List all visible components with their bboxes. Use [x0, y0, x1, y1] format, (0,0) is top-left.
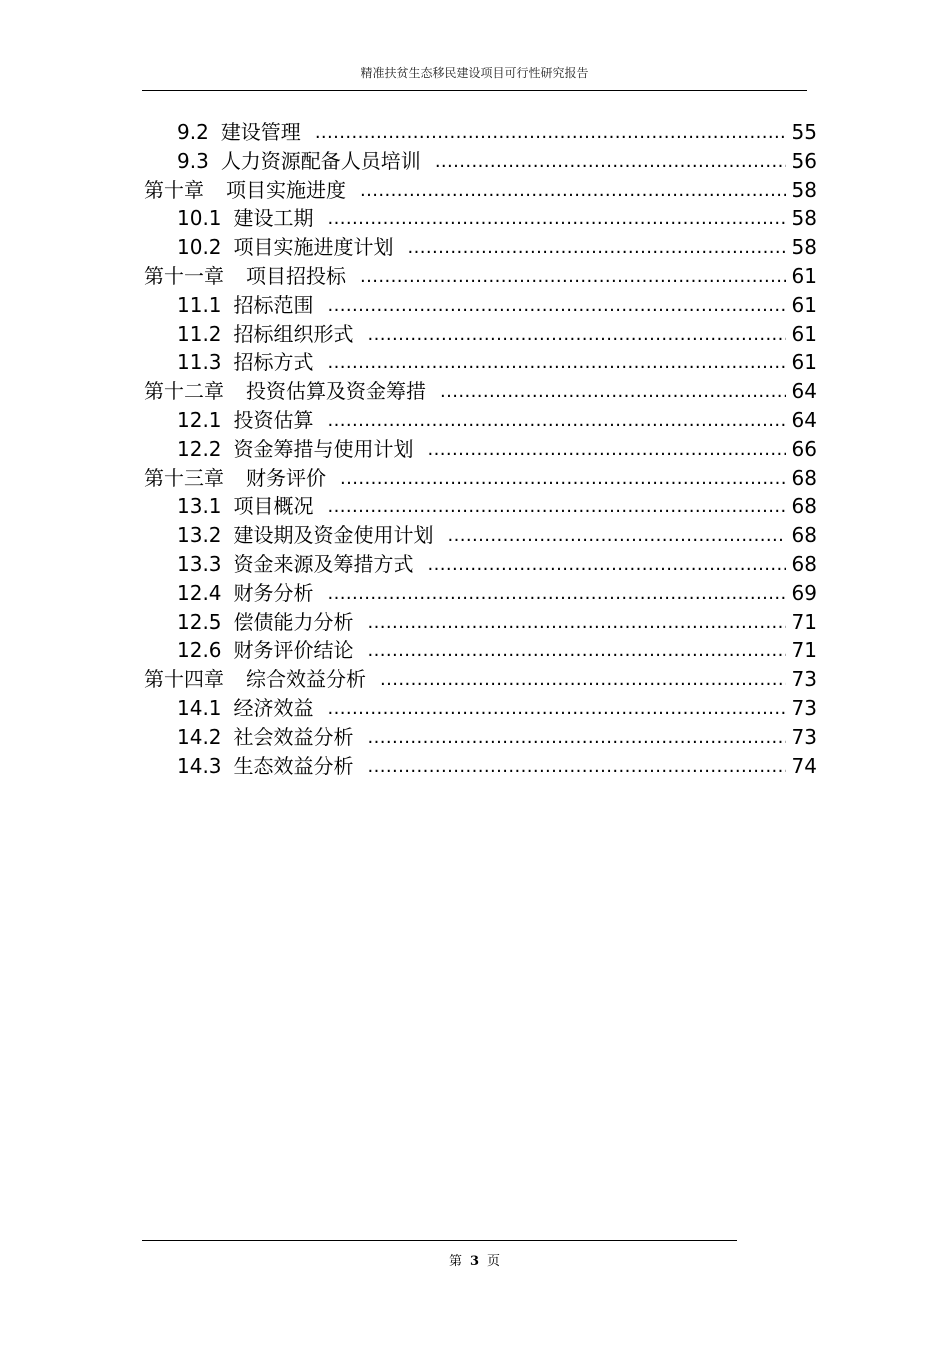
- toc-entry-page: 69: [791, 580, 817, 605]
- toc-entry-number: 第十章: [144, 177, 204, 202]
- toc-dot-leader: [328, 204, 786, 233]
- toc-entry-number: 9.2: [177, 120, 209, 144]
- toc-entry-title: 偿债能力分析: [233, 609, 354, 634]
- toc-entry[interactable]: [177, 320, 817, 349]
- toc-entry-title: 招标方式: [233, 350, 314, 375]
- toc-entry[interactable]: [177, 204, 817, 233]
- toc-dot-leader: [440, 377, 786, 406]
- toc-entry[interactable]: [144, 176, 817, 205]
- toc-entry-page: 64: [791, 408, 817, 432]
- toc-entry-page: 68: [791, 465, 817, 490]
- toc-entry[interactable]: [177, 521, 817, 550]
- toc-entry-page: 61: [791, 264, 817, 288]
- toc-entry-page: 68: [791, 523, 817, 548]
- toc-entry[interactable]: [177, 492, 817, 521]
- toc-entry-page: 66: [791, 436, 817, 461]
- toc-entry-number: 12.1: [177, 408, 222, 432]
- toc-entry[interactable]: [177, 550, 817, 579]
- toc-entry-number: 14.1: [177, 696, 222, 720]
- toc-entry-title: 招标组织形式: [233, 321, 354, 346]
- toc-entry-title: 建设期及资金使用计划: [233, 523, 434, 548]
- toc-dot-leader: [428, 550, 786, 579]
- toc-entry-title: 社会效益分析: [233, 724, 354, 749]
- toc-entry-title: 建设工期: [233, 206, 314, 231]
- toc-entry[interactable]: [177, 723, 817, 752]
- toc-entry-number: 14.3: [177, 753, 222, 778]
- toc-entry-page: 71: [791, 638, 817, 663]
- toc-entry-number: 12.5: [177, 609, 222, 634]
- toc-entry-title: 投资估算: [233, 408, 314, 432]
- toc-entry-title: 建设管理: [220, 120, 301, 144]
- toc-dot-leader: [408, 233, 786, 262]
- toc-dot-leader: [368, 608, 786, 637]
- toc-entry-title: 经济效益: [233, 696, 314, 720]
- toc-dot-leader: [328, 492, 786, 521]
- toc-dot-leader: [360, 176, 786, 205]
- toc-entry[interactable]: [177, 118, 817, 147]
- toc-entry-title: 项目招投标: [246, 264, 346, 288]
- toc-entry[interactable]: [177, 579, 817, 608]
- toc-entry[interactable]: [177, 694, 817, 723]
- header-divider: [142, 90, 807, 91]
- toc-entry-number: 13.2: [177, 523, 222, 548]
- toc-entry-page: 55: [791, 120, 817, 144]
- toc-entry[interactable]: [177, 608, 817, 637]
- toc-entry-number: 10.1: [177, 206, 222, 231]
- toc-entry-page: 61: [791, 350, 817, 375]
- toc-entry[interactable]: [144, 464, 817, 493]
- toc-entry-title: 财务评价结论: [233, 638, 354, 663]
- toc-entry-number: 12.4: [177, 580, 222, 605]
- toc-entry[interactable]: [177, 291, 817, 320]
- toc-entry-page: 73: [791, 724, 817, 749]
- toc-entry-number: 12.2: [177, 436, 222, 461]
- toc-dot-leader: [340, 464, 786, 493]
- toc-entry-title: 资金来源及筹措方式: [233, 552, 414, 576]
- toc-dot-leader: [368, 752, 786, 781]
- running-header: 精准扶贫生态移民建设项目可行性研究报告: [360, 66, 589, 80]
- toc-entry-number: 12.6: [177, 638, 222, 663]
- toc-dot-leader: [448, 521, 786, 550]
- toc-entry-page: 73: [791, 667, 817, 692]
- toc-entry-number: 第十二章: [144, 379, 224, 404]
- toc-entry-title: 资金筹措与使用计划: [233, 436, 414, 461]
- toc-entry[interactable]: [177, 752, 817, 781]
- toc-entry-number: 第十三章: [144, 465, 224, 490]
- toc-entry[interactable]: [177, 406, 817, 435]
- toc-entry-page: 58: [791, 177, 817, 202]
- toc-dot-leader: [328, 694, 786, 723]
- footer-page-number: 3: [469, 1254, 480, 1269]
- toc-entry-title: 人力资源配备人员培训: [220, 148, 421, 173]
- toc-entry[interactable]: [177, 348, 817, 377]
- toc-entry[interactable]: [177, 147, 817, 176]
- toc-entry-number: 11.1: [177, 292, 222, 317]
- toc-entry-page: 73: [791, 696, 817, 720]
- toc-entry-number: 第十一章: [144, 264, 224, 288]
- toc-entry-page: 68: [791, 494, 817, 519]
- toc-entry-title: 招标范围: [233, 292, 314, 317]
- toc-dot-leader: [360, 262, 786, 291]
- toc-entry[interactable]: [144, 377, 817, 406]
- toc-entry-title: 生态效益分析: [233, 753, 354, 778]
- toc-dot-leader: [328, 348, 786, 377]
- toc-entry-title: 项目实施进度计划: [233, 235, 394, 260]
- toc-entry-page: 61: [791, 321, 817, 346]
- toc-entry[interactable]: [144, 665, 817, 694]
- toc-dot-leader: [328, 291, 786, 320]
- toc-entry-page: 58: [791, 235, 817, 260]
- toc-dot-leader: [380, 665, 786, 694]
- toc-entry-number: 11.3: [177, 350, 222, 375]
- toc-entry-number: 10.2: [177, 235, 222, 260]
- toc-entry-number: 9.3: [177, 148, 209, 173]
- toc-entry-page: 68: [791, 552, 817, 576]
- toc-entry-page: 58: [791, 206, 817, 231]
- toc-entry-title: 项目概况: [233, 494, 314, 519]
- toc-entry-number: 13.1: [177, 494, 222, 519]
- footer-suffix: 页: [487, 1254, 501, 1269]
- toc-entry-title: 项目实施进度: [226, 177, 346, 202]
- toc-dot-leader: [315, 118, 786, 147]
- toc-dot-leader: [368, 723, 786, 752]
- toc-entry-number: 11.2: [177, 321, 222, 346]
- toc-entry-number: 第十四章: [144, 667, 224, 692]
- toc-entry-page: 74: [791, 753, 817, 778]
- toc-entry-page: 64: [791, 379, 817, 404]
- toc-dot-leader: [368, 636, 786, 665]
- footer-prefix: 第: [448, 1254, 462, 1269]
- toc-entry-title: 投资估算及资金筹措: [246, 379, 426, 404]
- footer-divider: [142, 1240, 737, 1241]
- toc-entry[interactable]: [144, 262, 817, 291]
- toc-entry-title: 财务分析: [233, 580, 314, 605]
- toc-dot-leader: [368, 320, 786, 349]
- toc-entry-title: 财务评价: [246, 465, 326, 490]
- toc-entry-number: 14.2: [177, 724, 222, 749]
- toc-entry-title: 综合效益分析: [246, 667, 366, 692]
- toc-entry[interactable]: [177, 233, 817, 262]
- toc-entry[interactable]: [177, 435, 817, 464]
- page-footer: [142, 1250, 807, 1269]
- toc-entry-page: 61: [791, 292, 817, 317]
- toc-dot-leader: [428, 435, 786, 464]
- toc-entry[interactable]: [177, 636, 817, 665]
- toc-entry-number: 13.3: [177, 552, 222, 576]
- toc-dot-leader: [328, 406, 786, 435]
- toc-dot-leader: [328, 579, 786, 608]
- toc-entry-page: 56: [791, 148, 817, 173]
- toc-dot-leader: [435, 147, 786, 176]
- toc-entry-page: 71: [791, 609, 817, 634]
